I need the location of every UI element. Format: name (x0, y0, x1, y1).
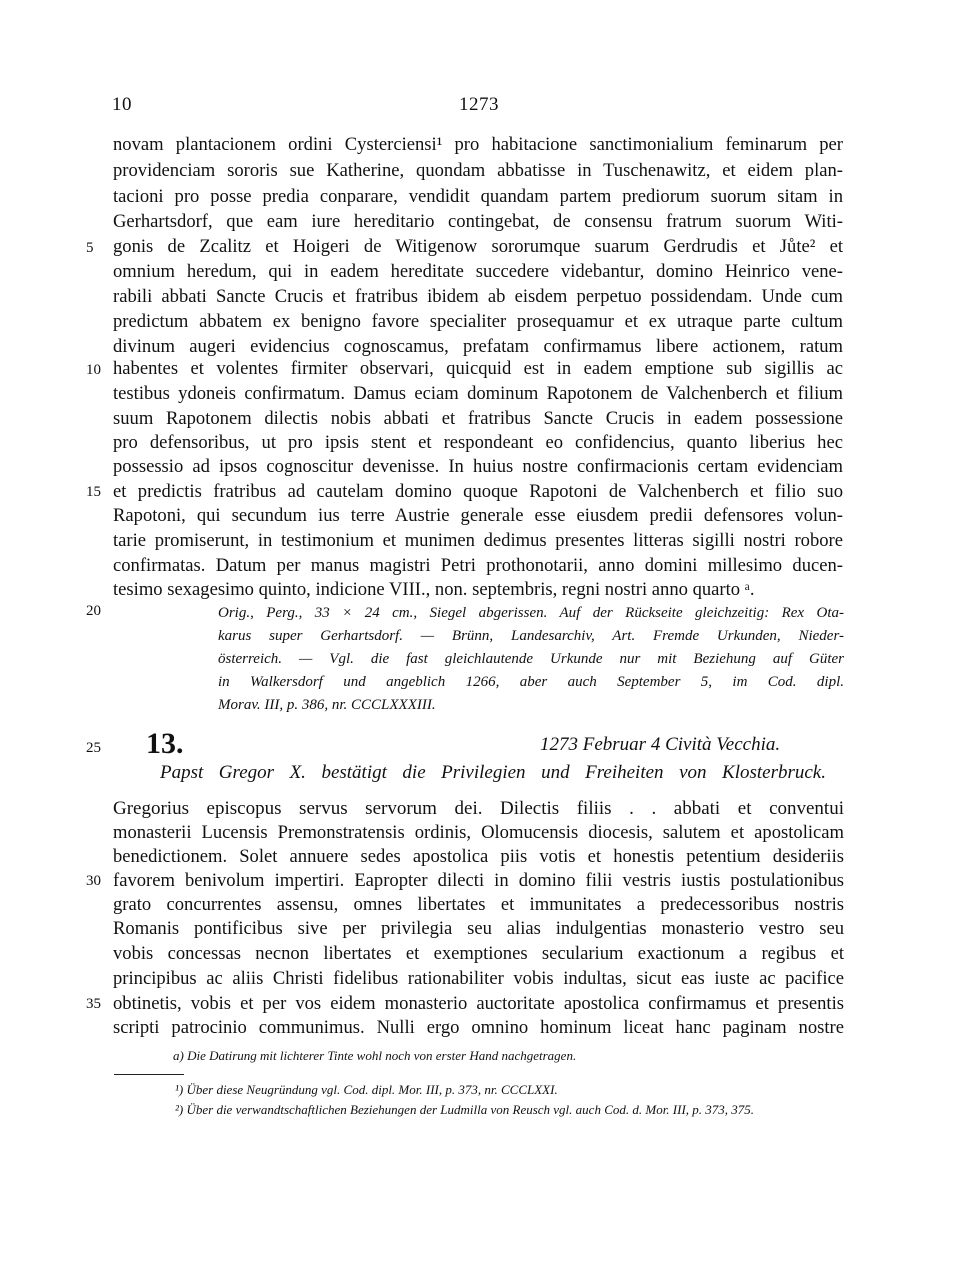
document-number: 13. (146, 727, 184, 760)
text-line: rabili abbati Sancte Crucis et fratribus ibidem ab eisdem perpetuo possidendam. Unde cum (113, 286, 843, 307)
note-line: österreich. — Vgl. die fast gleichlautende Urkunde nur mit Beziehung auf Güter (218, 651, 844, 667)
line-number: 30 (86, 873, 101, 889)
text-line: providenciam sororis sue Katherine, quondam abbatisse in Tuschenawitz, et eidem plan- (113, 160, 843, 181)
text-line: obtinetis, vobis et per vos eidem monasterio auctoritate apostolica confirmamus et presentis (113, 993, 844, 1014)
line-number: 5 (86, 240, 94, 256)
text-line: testibus ydoneis confirmatum. Damus eciam dominum Rapotonem de Valchenberch et filium (113, 383, 843, 404)
text-line: confirmatas. Datum per manus magistri Petri prothonotarii, anno domini millesimo ducen- (113, 555, 843, 576)
text-line: gonis de Zcalitz et Hoigeri de Witigenow sororumque suarum Gerdrudis et Jůte² et (113, 236, 843, 257)
text-line: grato concurrentes assensu, omnes libertates et immunitates a predecessoribus nostris (113, 894, 844, 915)
line-number: 20 (86, 603, 101, 619)
line-number: 25 (86, 740, 101, 756)
text-line: favorem benivolum impertiri. Eapropter dilecti in domino filii vestris iustis postulationibus (113, 870, 844, 891)
text-line: tarie promiserunt, in testimonium et munimen dedimus presentes litteras sigilli nostri robore (113, 530, 843, 551)
text-line: Gerhartsdorf, que eam iure hereditario contingebat, de consensu fratrum suorum Witi- (113, 211, 843, 232)
line-number: 35 (86, 996, 101, 1012)
text-line: vobis concessas necnon libertates et exemptiones secularium exactionum a regibus et (113, 943, 844, 964)
footnote-divider (114, 1074, 184, 1075)
text-line: scripti patrocinio communimus. Nulli ergo omnino hominum liceat hanc paginam nostre (113, 1017, 844, 1038)
text-line: Gregorius episcopus servus servorum dei. Dilectis filiis . . abbati et conventui (113, 798, 844, 819)
footnote-2: ²) Über die verwandtschaftlichen Beziehungen der Ludmilla von Reusch vgl. auch Cod. d. Mor. III, p. 373, 375. (175, 1102, 755, 1117)
footnote-a: a) Die Datirung mit lichterer Tinte wohl noch von erster Hand nachgetragen. (173, 1048, 577, 1063)
page-number: 10 (112, 94, 132, 115)
regest: Papst Gregor X. bestätigt die Privilegien und Freiheiten von Klosterbruck. (160, 762, 826, 783)
text-line: benedictionem. Solet annuere sedes apostolica piis votis et honestis petentium desideriis (113, 846, 844, 867)
line-number: 10 (86, 362, 101, 378)
text-line: novam plantacionem ordini Cysterciensi¹ pro habitacione sanctimonialium feminarum per (113, 134, 843, 155)
note-line: in Walkersdorf und angeblich 1266, aber auch September 5, im Cod. dipl. (218, 674, 844, 690)
note-line: Orig., Perg., 33 × 24 cm., Siegel abgerissen. Auf der Rückseite gleichzeitig: Rex Ota- (218, 605, 844, 621)
text-line: pro defensoribus, ut pro ipsis stent et respondeant eo confidencius, quanto liberius hec (113, 432, 843, 453)
text-line: tacioni pro posse predia conparare, vendidit quandam partem prediorum suorum sitam in (113, 186, 843, 207)
running-year: 1273 (459, 94, 499, 115)
text-line: omnium heredum, qui in eadem hereditate succedere videbantur, domino Heinrico vene- (113, 261, 843, 282)
text-line: possessio ad ipsos cognoscitur devenisse. In huius nostre confirmacionis certam evidenciam (113, 456, 843, 477)
text-line: predictum abbatem ex benigno favore specialiter prosequamur et ex utraque parte cultum (113, 311, 843, 332)
text-line: principibus ac aliis Christi fidelibus rationabiliter vobis indultas, sicut eas iuste ac pacifice (113, 968, 844, 989)
text-line: suum Rapotonem dilectis nobis abbati et fratribus Sancte Crucis in eadem possessione (113, 408, 843, 429)
note-line: Morav. III, p. 386, nr. CCCLXXXIII. (218, 697, 436, 713)
text-line: et predictis fratribus ad cautelam domino quoque Rapotoni de Valchenberch et filio suo (113, 481, 843, 502)
line-number: 15 (86, 484, 101, 500)
text-line: divinum augeri evidencius cognoscamus, prefatam confirmamus libere actionem, ratum (113, 336, 843, 357)
text-line: tesimo sexagesimo quinto, indicione VIII., non. septembris, regni nostri anno quarto ᵃ. (113, 579, 755, 600)
text-line: Romanis pontificibus sive per privilegia seu alias indulgentias monasterio vestro seu (113, 918, 844, 939)
note-line: karus super Gerhartsdorf. — Brünn, Landesarchiv, Art. Fremde Urkunden, Nieder- (218, 628, 844, 644)
text-line: habentes et volentes firmiter observari, quicquid est in eadem emptione sub sigillis ac (113, 358, 843, 379)
text-line: Rapotoni, qui secundum ius terre Austrie generale esse eiusdem predii defensores volun- (113, 505, 843, 526)
footnote-1: ¹) Über diese Neugründung vgl. Cod. dipl. Mor. III, p. 373, nr. CCCLXXI. (175, 1082, 558, 1097)
text-line: monasterii Lucensis Premonstratensis ordinis, Olomucensis diocesis, salutem et apostolicam (113, 822, 844, 843)
date-place: 1273 Februar 4 Cività Vecchia. (540, 734, 781, 755)
